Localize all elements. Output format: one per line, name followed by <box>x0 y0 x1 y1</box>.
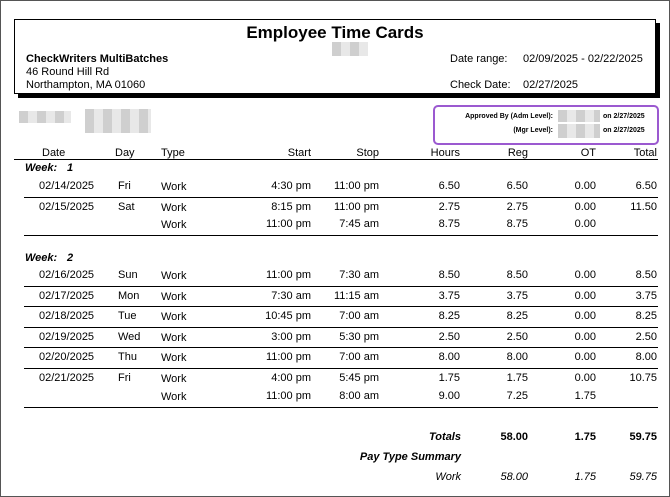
row-type: Work <box>161 352 187 364</box>
week-number: 1 <box>67 162 74 174</box>
row-total: 8.25 <box>635 310 657 322</box>
row-ot: 0.00 <box>574 201 596 213</box>
report-title: Employee Time Cards <box>246 23 424 42</box>
row-ot: 0.00 <box>574 372 596 384</box>
row-hours: 9.00 <box>438 390 460 402</box>
approval-box <box>433 105 659 145</box>
row-ot: 0.00 <box>574 269 596 281</box>
row-start: 10:45 pm <box>265 310 311 322</box>
row-divider <box>24 235 658 236</box>
row-total: 6.50 <box>635 180 657 192</box>
row-hours: 3.75 <box>438 290 460 302</box>
redacted-id <box>332 42 368 56</box>
row-stop: 11:15 am <box>333 290 379 302</box>
mgr-approval-date: on 2/27/2025 <box>603 127 645 134</box>
row-start: 4:00 pm <box>271 372 311 384</box>
date-range-value: 02/09/2025 - 02/22/2025 <box>523 53 643 65</box>
adm-approval-date: on 2/27/2025 <box>603 113 645 120</box>
row-ot: 0.00 <box>574 218 596 230</box>
row-total: 2.50 <box>635 331 657 343</box>
row-stop: 8:00 am <box>339 390 379 402</box>
row-ot: 0.00 <box>574 180 596 192</box>
totals-hours: 58.00 <box>500 431 528 443</box>
check-date-label: Check Date: <box>450 79 511 91</box>
adm-approval-label: Approved By (Adm Level): <box>465 113 553 120</box>
row-type: Work <box>161 202 187 214</box>
row-date: 02/19/2025 <box>39 331 95 343</box>
row-hours: 2.50 <box>438 331 460 343</box>
row-reg: 8.50 <box>506 269 528 281</box>
totals-ot: 1.75 <box>574 431 596 443</box>
row-date: 02/15/2025 <box>39 201 95 213</box>
row-date: 02/17/2025 <box>39 290 95 302</box>
row-hours: 8.00 <box>438 351 460 363</box>
row-date: 02/18/2025 <box>39 310 95 322</box>
row-start: 11:00 pm <box>265 269 311 281</box>
col-type: Type <box>161 147 185 159</box>
row-stop: 11:00 pm <box>333 201 379 213</box>
row-divider <box>24 327 658 328</box>
summary-hours: 58.00 <box>500 471 528 483</box>
report-header <box>14 19 656 94</box>
row-type: Work <box>161 181 187 193</box>
row-total: 10.75 <box>629 372 657 384</box>
row-reg: 8.00 <box>506 351 528 363</box>
week-number: 2 <box>67 252 74 264</box>
redacted-employee-id <box>85 109 151 133</box>
row-type: Work <box>161 391 187 403</box>
row-reg: 2.75 <box>506 201 528 213</box>
row-stop: 7:00 am <box>339 310 379 322</box>
summary-ot: 1.75 <box>574 471 596 483</box>
col-date: Date <box>42 147 66 159</box>
row-day: Fri <box>118 180 131 192</box>
row-total: 8.50 <box>635 269 657 281</box>
date-range-label: Date range: <box>450 53 508 65</box>
row-ot: 0.00 <box>574 351 596 363</box>
col-reg: Reg <box>507 147 528 159</box>
row-day: Mon <box>118 290 140 302</box>
row-hours: 8.50 <box>438 269 460 281</box>
row-type: Work <box>161 270 187 282</box>
redacted-approver <box>558 110 600 122</box>
redacted-employee-name <box>19 111 71 123</box>
row-reg: 3.75 <box>506 290 528 302</box>
row-reg: 7.25 <box>506 390 528 402</box>
summary-total: 59.75 <box>629 471 657 483</box>
totals-label: Totals <box>429 431 461 443</box>
row-ot: 1.75 <box>574 390 596 402</box>
row-divider <box>24 407 658 408</box>
row-stop: 7:30 am <box>339 269 379 281</box>
row-hours: 2.75 <box>438 201 460 213</box>
row-day: Wed <box>118 331 141 343</box>
row-stop: 11:00 pm <box>333 180 379 192</box>
row-stop: 7:00 am <box>339 351 379 363</box>
row-total: 8.00 <box>635 351 657 363</box>
row-reg: 1.75 <box>506 372 528 384</box>
header-rule <box>14 159 658 160</box>
row-reg: 8.25 <box>506 310 528 322</box>
row-total: 3.75 <box>635 290 657 302</box>
col-hours: Hours <box>430 147 460 159</box>
row-day: Sat <box>118 201 135 213</box>
row-day: Tue <box>118 310 137 322</box>
row-date: 02/14/2025 <box>39 180 95 192</box>
pay-type-summary-label: Pay Type Summary <box>359 451 461 463</box>
redacted-manager <box>558 124 600 138</box>
row-type: Work <box>161 332 187 344</box>
row-day: Fri <box>118 372 131 384</box>
row-start: 7:30 am <box>271 290 311 302</box>
row-divider <box>24 368 658 369</box>
summary-type: Work <box>435 471 461 483</box>
row-type: Work <box>161 311 187 323</box>
row-hours: 8.25 <box>438 310 460 322</box>
row-start: 11:00 pm <box>265 390 311 402</box>
row-hours: 1.75 <box>438 372 460 384</box>
row-type: Work <box>161 291 187 303</box>
row-divider <box>24 347 658 348</box>
row-hours: 6.50 <box>438 180 460 192</box>
row-stop: 7:45 am <box>339 218 379 230</box>
row-start: 11:00 pm <box>265 218 311 230</box>
company-address: 46 Round Hill Rd <box>26 66 110 78</box>
row-start: 3:00 pm <box>271 331 311 343</box>
mgr-approval-label: (Mgr Level): <box>513 127 553 134</box>
row-day: Sun <box>118 269 138 281</box>
row-hours: 8.75 <box>438 218 460 230</box>
row-ot: 0.00 <box>574 290 596 302</box>
row-reg: 8.75 <box>506 218 528 230</box>
week-label: Week: <box>25 252 58 264</box>
row-total: 11.50 <box>630 201 657 213</box>
row-reg: 2.50 <box>506 331 528 343</box>
col-total: Total <box>633 147 657 159</box>
row-date: 02/16/2025 <box>39 269 95 281</box>
week-label: Week: <box>25 162 58 174</box>
row-date: 02/20/2025 <box>39 351 95 363</box>
row-divider <box>24 286 658 287</box>
row-stop: 5:30 pm <box>339 331 379 343</box>
col-ot: OT <box>580 147 596 159</box>
col-start: Start <box>287 147 311 159</box>
row-day: Thu <box>118 351 137 363</box>
row-type: Work <box>161 373 187 385</box>
row-ot: 0.00 <box>574 331 596 343</box>
row-ot: 0.00 <box>574 310 596 322</box>
totals-total: 59.75 <box>629 431 657 443</box>
row-start: 11:00 pm <box>265 351 311 363</box>
company-city: Northampton, MA 01060 <box>26 79 146 91</box>
row-start: 4:30 pm <box>271 180 311 192</box>
row-divider <box>24 197 658 198</box>
check-date-value: 02/27/2025 <box>523 79 579 91</box>
row-stop: 5:45 pm <box>339 372 379 384</box>
row-date: 02/21/2025 <box>39 372 95 384</box>
row-divider <box>24 306 658 307</box>
row-start: 8:15 pm <box>271 201 311 213</box>
col-stop: Stop <box>356 147 379 159</box>
col-day: Day <box>115 147 135 159</box>
company-name: CheckWriters MultiBatches <box>26 53 169 65</box>
row-type: Work <box>161 219 187 231</box>
row-reg: 6.50 <box>506 180 528 192</box>
